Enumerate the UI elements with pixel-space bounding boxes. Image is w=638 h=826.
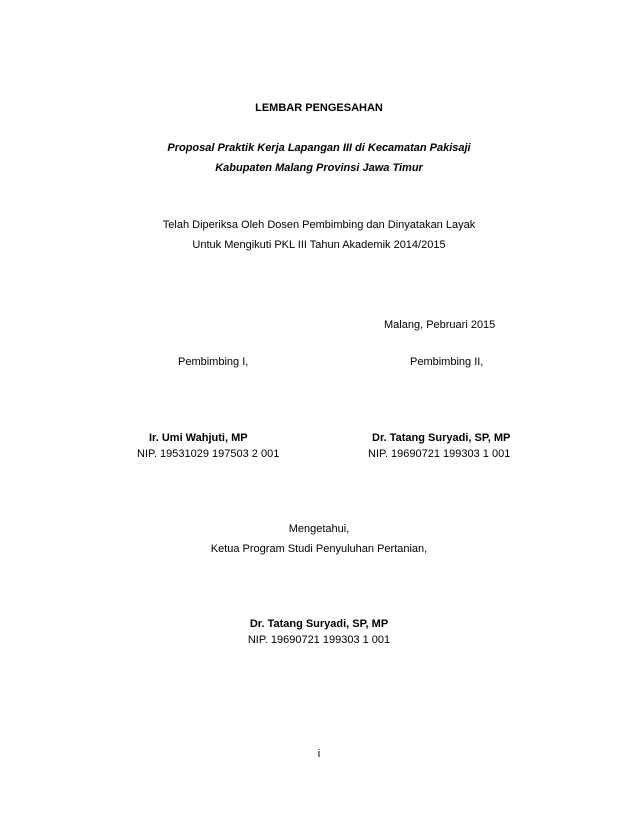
supervisor1-name: Ir. Umi Wahjuti, MP — [149, 432, 248, 444]
title-line-1: Proposal Praktik Kerja Lapangan III di Kecamatan Pakisaji — [167, 142, 471, 154]
title-line-2: Kabupaten Malang Provinsi Jawa Timur — [215, 162, 423, 174]
program-head-role: Ketua Program Studi Penyuluhan Pertanian, — [210, 543, 428, 555]
page-heading: LEMBAR PENGESAHAN — [255, 102, 383, 114]
supervisor2-name: Dr. Tatang Suryadi, SP, MP — [372, 432, 511, 444]
supervisor2-role: Pembimbing II, — [410, 356, 484, 368]
supervisor2-nip: NIP. 19690721 199303 1 001 — [368, 448, 511, 460]
supervisor1-nip: NIP. 19531029 197503 2 001 — [137, 448, 280, 460]
program-head-nip: NIP. 19690721 199303 1 001 — [247, 634, 391, 646]
acknowledged-label: Mengetahui, — [288, 523, 350, 535]
supervisor1-role: Pembimbing I, — [178, 356, 249, 368]
statement-line-1: Telah Diperiksa Oleh Dosen Pembimbing dan Dinyatakan Layak — [162, 219, 476, 231]
program-head-name: Dr. Tatang Suryadi, SP, MP — [249, 618, 389, 630]
statement-line-2: Untuk Mengikuti PKL III Tahun Akademik 2014/2015 — [192, 239, 446, 251]
page-number: i — [317, 748, 321, 760]
place-date: Malang, Pebruari 2015 — [384, 319, 496, 331]
